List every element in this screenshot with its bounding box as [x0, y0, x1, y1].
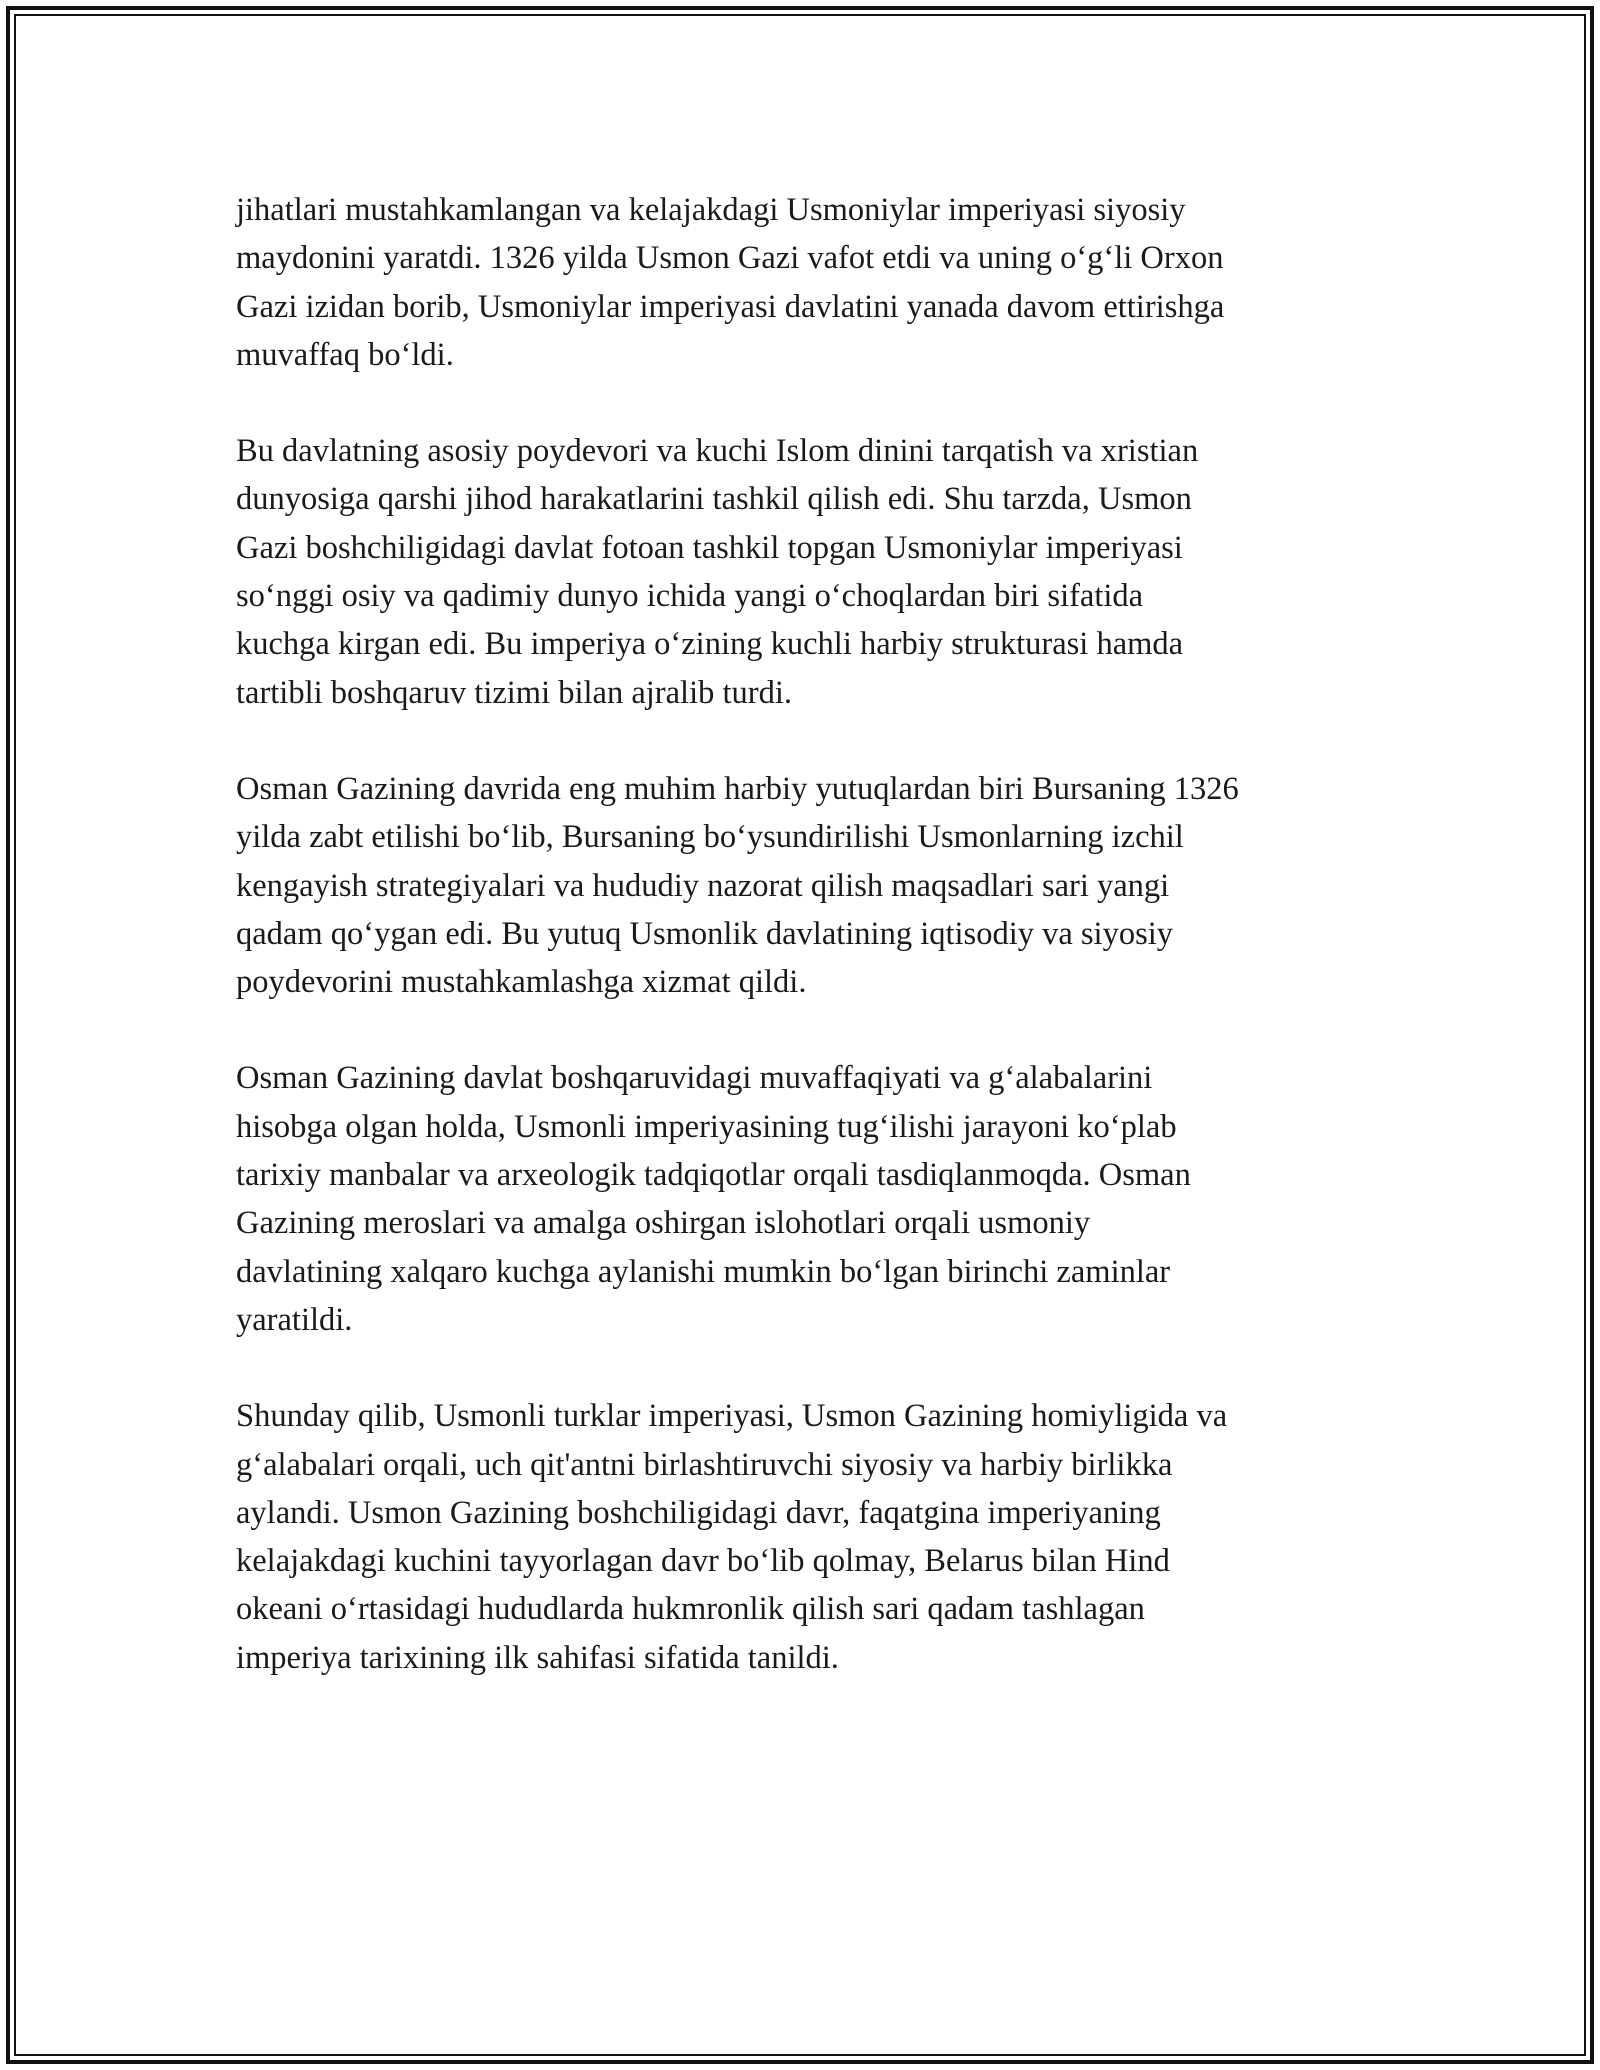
paragraph-2: Bu davlatning asosiy poydevori va kuchi Islom dinini tarqatish va xristian dunyosiga qarshi jihod harakatlarini tashkil qilish edi. Shu tarzda, Usmon Gazi boshchiligidagi davlat fotoan tashkil topgan Usmoniylar imperiyasi so‘nggi osiy va qadimiy dunyo ichida yangi o‘choqlardan biri sifatida kuchga kirgan edi. Bu imperiya o‘zining kuchli harbiy strukturasi hamda tartibli boshqaruv tizimi bilan ajralib turdi.	[236, 433, 1199, 711]
paragraph-3: Osman Gazining davrida eng muhim harbiy yutuqlardan biri Bursaning 1326 yilda zabt etilishi bo‘lib, Bursaning bo‘ysundirilishi Usmonlarning izchil kengayish strategiyalari va hududiy nazorat qilish maqsadlari sari yangi qadam qo‘ygan edi. Bu yutuq Usmonlik davlatining iqtisodiy va siyosiy poydevorini mustahkamlashga xizmat qildi.	[236, 770, 1239, 1001]
paragraph-1: jihatlari mustahkamlangan va kelajakdagi Usmoniylar imperiyasi siyosiy maydonini yaratdi. 1326 yilda Usmon Gazi vafot etdi va uning o‘g‘li Orxon Gazi izidan borib, Usmoniylar imperiyasi davlatini yanada davom ettirishga muvaffaq bo‘ldi.	[236, 192, 1225, 373]
document-page	[236, 186, 1376, 1730]
paragraph-5: Shunday qilib, Usmonli turklar imperiyasi, Usmon Gazining homiyligida va g‘alabalari orqali, uch qit'antni birlashtiruvchi siyosiy va harbiy birlikka aylandi. Usmon Gazining boshchiligidagi davr, faqatgina imperiyaning kelajakdagi kuchini tayyorlagan davr bo‘lib qolmay, Belarus bilan Hind okeani o‘rtasidagi hududlarda hukmronlik qilish sari qadam tashlagan imperiya tarixining ilk sahifasi sifatida tanildi.	[236, 1398, 1228, 1676]
paragraph-4: Osman Gazining davlat boshqaruvidagi muvaffaqiyati va g‘alabalarini hisobga olgan holda, Usmonli imperiyasining tug‘ilishi jarayoni ko‘plab tarixiy manbalar va arxeologik tadqiqotlar orqali tasdiqlanmoqda. Osman Gazining meroslari va amalga oshirgan islohotlari orqali usmoniy davlatining xalqaro kuchga aylanishi mumkin bo‘lgan birinchi zaminlar yaratildi.	[236, 1060, 1191, 1338]
